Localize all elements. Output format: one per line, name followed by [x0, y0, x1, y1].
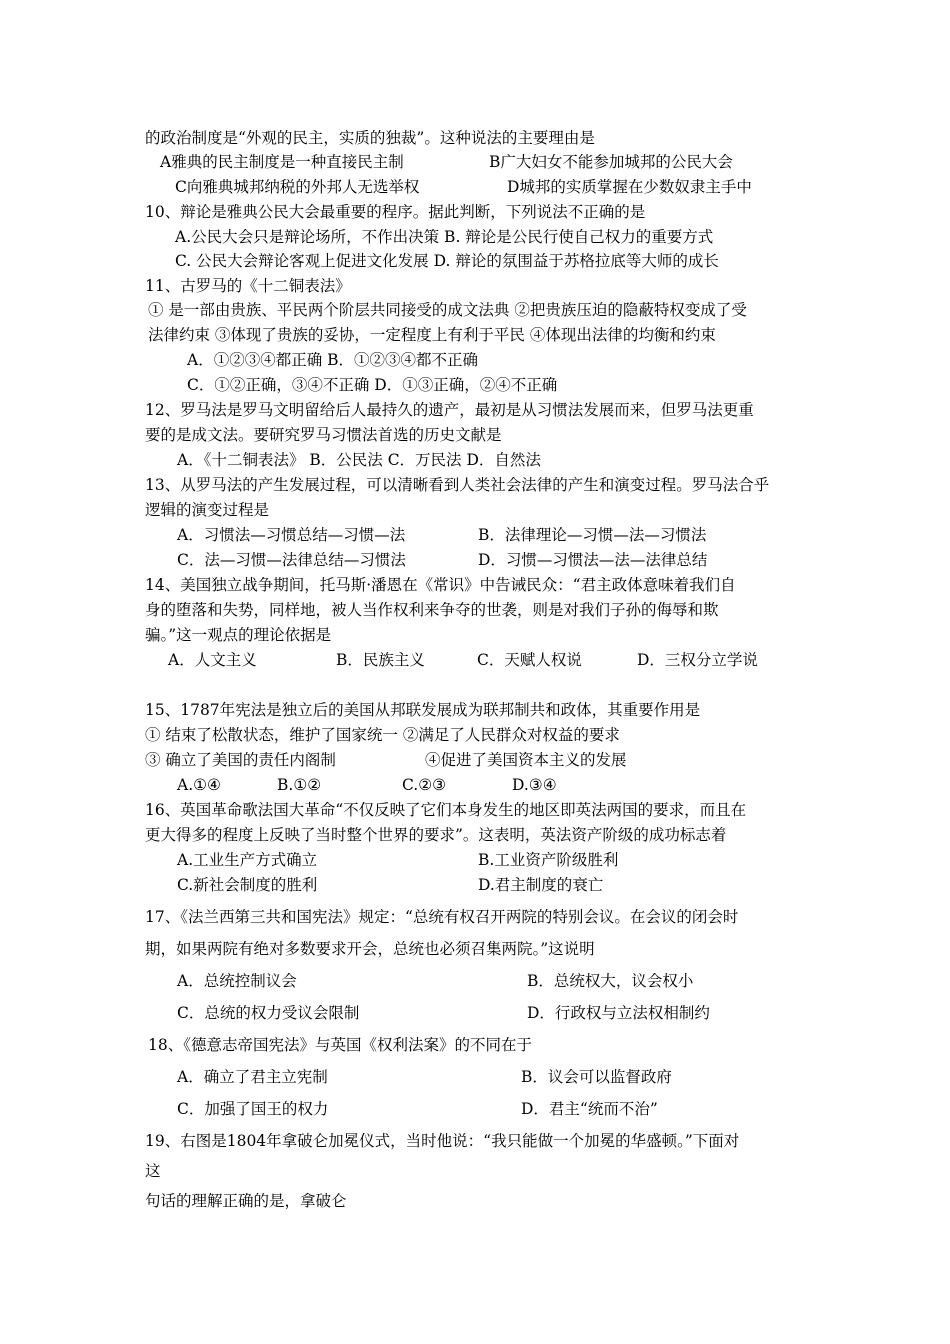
- question-19-stem-2: 这: [145, 1162, 161, 1180]
- question-9-stem-end: 的政治制度是“外观的民主，实质的独裁”。这种说法的主要理由是: [145, 129, 595, 147]
- option-15d: D.③④: [512, 776, 557, 794]
- question-13-stem-1: 13、从罗马法的产生发展过程，可以清晰看到人类社会法律的产生和演变过程。罗马法合乎: [145, 476, 770, 494]
- question-15-items-1: ① 结束了松散状态，维护了国家统一 ②满足了人民群众对权益的要求: [145, 726, 620, 744]
- option-14b: B．民族主义: [336, 651, 425, 669]
- options-10-cd: C. 公民大会辩论客观上促进文化发展 D. 辩论的氛围益于苏格拉底等大师的成长: [175, 252, 719, 270]
- options-11-ab: A．①②③④都正确 B．①②③④都不正确: [187, 351, 479, 369]
- option-9b: B广大妇女不能参加城邦的公民大会: [489, 153, 733, 171]
- question-14-stem-2: 身的堕落和失势，同样地，被人当作权利来争夺的世袭，则是对我们子孙的侮辱和欺: [145, 601, 719, 619]
- option-18a: A．确立了君主立宪制: [177, 1068, 328, 1086]
- option-14d: D．三权分立学说: [637, 651, 758, 669]
- question-16-stem-2: 更大得多的程度上反映了当时整个世界的要求”。这表明，英法资产阶级的成功标志着: [145, 826, 727, 844]
- question-11-items-1: ① 是一部由贵族、平民两个阶层共同接受的成文法典 ②把贵族压迫的隐蔽特权变成了受: [148, 301, 747, 319]
- options-12: A．《十二铜表法》 B．公民法 C．万民法 D．自然法: [177, 451, 541, 469]
- option-15c: C.②③: [402, 776, 447, 794]
- question-11-stem: 11、古罗马的《十二铜表法》: [145, 277, 351, 295]
- option-9d: D城邦的实质掌握在少数奴隶主手中: [507, 178, 752, 196]
- question-11-items-2: 法律约束 ③体现了贵族的妥协，一定程度上有利于平民 ④体现出法律的均衡和约束: [148, 326, 716, 344]
- question-17-stem-1: 17、《法兰西第三共和国宪法》规定：“总统有权召开两院的特别会议。在会议的闭会时: [145, 908, 739, 926]
- option-9a: A雅典的民主制度是一种直接民主制: [160, 153, 404, 171]
- question-13-stem-2: 逻辑的演变过程是: [145, 501, 270, 519]
- option-16a: A.工业生产方式确立: [177, 851, 318, 869]
- option-18d: D．君主“统而不治”: [521, 1100, 658, 1118]
- option-16d: D.君主制度的衰亡: [478, 876, 604, 894]
- option-18c: C．加强了国王的权力: [177, 1100, 329, 1118]
- question-15-item-3: ③ 确立了美国的责任内阁制: [145, 751, 336, 769]
- question-17-stem-2: 期，如果两院有绝对多数要求开会，总统也必须召集两院。”这说明: [145, 940, 595, 958]
- options-11-cd: C．①②正确，③④不正确 D．①③正确，②④不正确: [187, 376, 558, 394]
- question-10-stem: 10、辩论是雅典公民大会最重要的程序。据此判断，下列说法不正确的是: [145, 203, 646, 221]
- options-10-ab: A.公民大会只是辩论场所，不作出决策 B. 辩论是公民行使自己权力的重要方式: [175, 228, 714, 246]
- option-17d: D．行政权与立法权相制约: [527, 1004, 710, 1022]
- option-13b: B．法律理论—习惯—法—习惯法: [478, 526, 707, 544]
- question-19-stem-3: 句话的理解正确的是，拿破仑: [145, 1192, 347, 1210]
- option-9c: C向雅典城邦纳税的外邦人无选举权: [175, 178, 420, 196]
- option-17a: A．总统控制议会: [177, 972, 297, 990]
- option-15b: B.①②: [277, 776, 322, 794]
- option-17b: B．总统权大，议会权小: [527, 972, 694, 990]
- option-13a: A．习惯法—习惯总结—习惯—法: [177, 526, 406, 544]
- option-15a: A.①④: [177, 776, 221, 794]
- option-16b: B.工业资产阶级胜利: [478, 851, 619, 869]
- option-14c: C．天赋人权说: [477, 651, 582, 669]
- option-13d: D．习惯—习惯法—法—法律总结: [478, 551, 708, 569]
- option-17c: C．总统的权力受议会限制: [177, 1004, 360, 1022]
- question-12-stem-1: 12、罗马法是罗马文明留给后人最持久的遗产，最初是从习惯法发展而来，但罗马法更重: [145, 401, 754, 419]
- question-18-stem: 18、《德意志帝国宪法》与英国《权利法案》的不同在于: [148, 1036, 532, 1054]
- question-14-stem-1: 14、美国独立战争期间，托马斯·潘恩在《常识》中告诫民众：“君主政体意味着我们自: [145, 576, 736, 594]
- option-16c: C.新社会制度的胜利: [177, 876, 318, 894]
- question-15-item-4: ④促进了美国资本主义的发展: [425, 751, 627, 769]
- question-14-stem-3: 骗。”这一观点的理论依据是: [145, 626, 332, 644]
- option-14a: A．人文主义: [168, 651, 257, 669]
- question-15-stem: 15、1787年宪法是独立后的美国从邦联发展成为联邦制共和政体，其重要作用是: [145, 701, 701, 719]
- option-18b: B．议会可以监督政府: [521, 1068, 672, 1086]
- option-13c: C．法—习惯—法律总结—习惯法: [177, 551, 406, 569]
- question-12-stem-2: 要的是成文法。要研究罗马习惯法首选的历史文献是: [145, 426, 502, 444]
- question-19-stem-1: 19、右图是1804年拿破仑加冕仪式，当时他说：“我只能做一个加冕的华盛顿。”下面对: [145, 1132, 740, 1150]
- question-16-stem-1: 16、英国革命歌法国大革命“不仅反映了它们本身发生的地区即英法两国的要求，而且在: [145, 801, 747, 819]
